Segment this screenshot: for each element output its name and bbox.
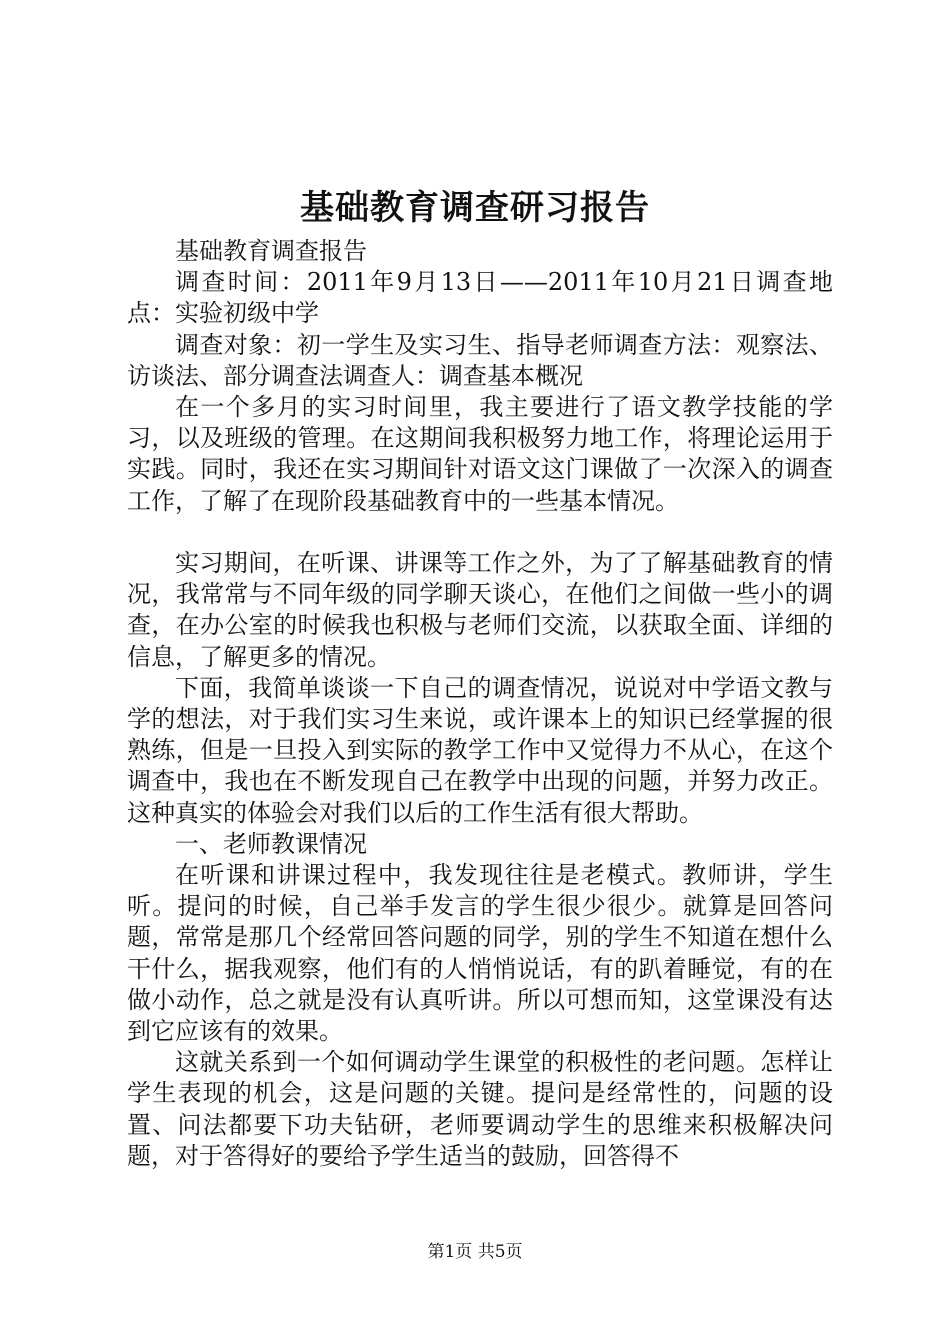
document-title: 基础教育调查研习报告 bbox=[300, 188, 650, 228]
paragraph-internship: 实习期间，在听课、讲课等工作之外，为了了解基础教育的情况，我常常与不同年级的同学聊天谈心，在他们之间做一些小的调查，在办公室的时候我也积极与老师们交流，以获取全面、详细的信息，了解更多的情况。 bbox=[127, 549, 833, 671]
paragraph-survey-subjects: 调查对象：初一学生及实习生、指导老师调查方法：观察法、访谈法、部分调查法调查人：调查基本概况 bbox=[127, 330, 833, 390]
paragraph-discussion: 下面，我简单谈谈一下自己的调查情况，说说对中学语文教与学的想法，对于我们实习生来说，或许课本上的知识已经掌握的很熟练，但是一旦投入到实际的教学工作中又觉得力不从心，在这个调查中，我也在不断发现自己在教学中出现的问题，并努力改正。这种真实的体验会对我们以后的工作生活有很大帮助。 bbox=[127, 673, 833, 827]
paragraph-overview: 在一个多月的实习时间里，我主要进行了语文教学技能的学习，以及班级的管理。在这期间我积极努力地工作，将理论运用于实践。同时，我还在实习期间针对语文这门课做了一次深入的调查工作，了解了在现阶段基础教育中的一些基本情况。 bbox=[127, 393, 833, 515]
paragraph-survey-time: 调查时间：2011年9月13日——2011年10月21日调查地点：实验初级中学 bbox=[127, 268, 833, 328]
paragraph-subtitle: 基础教育调查报告 bbox=[175, 237, 367, 265]
section-heading: 一、老师教课情况 bbox=[175, 829, 367, 858]
page-footer: 第1页 共5页 bbox=[427, 1242, 523, 1262]
paragraph-classroom: 在听课和讲课过程中，我发现往往是老模式。教师讲，学生听。提问的时候，自己举手发言的学生很少很少。就算是回答问题，常常是那几个经常回答问题的同学，别的学生不知道在想什么干什么，据我观察，他们有的人悄悄说话，有的趴着睡觉，有的在做小动作，总之就是没有认真听讲。所以可想而知，这堂课没有达到它应该有的效果。 bbox=[127, 861, 833, 1046]
document-body bbox=[127, 236, 833, 1172]
paragraph-engagement: 这就关系到一个如何调动学生课堂的积极性的老问题。怎样让学生表现的机会，这是问题的关键。提问是经常性的，问题的设置、问法都要下功夫钻研，老师要调动学生的思维来积极解决问题，对于答得好的要给予学生适当的鼓励，回答得不 bbox=[127, 1048, 833, 1170]
